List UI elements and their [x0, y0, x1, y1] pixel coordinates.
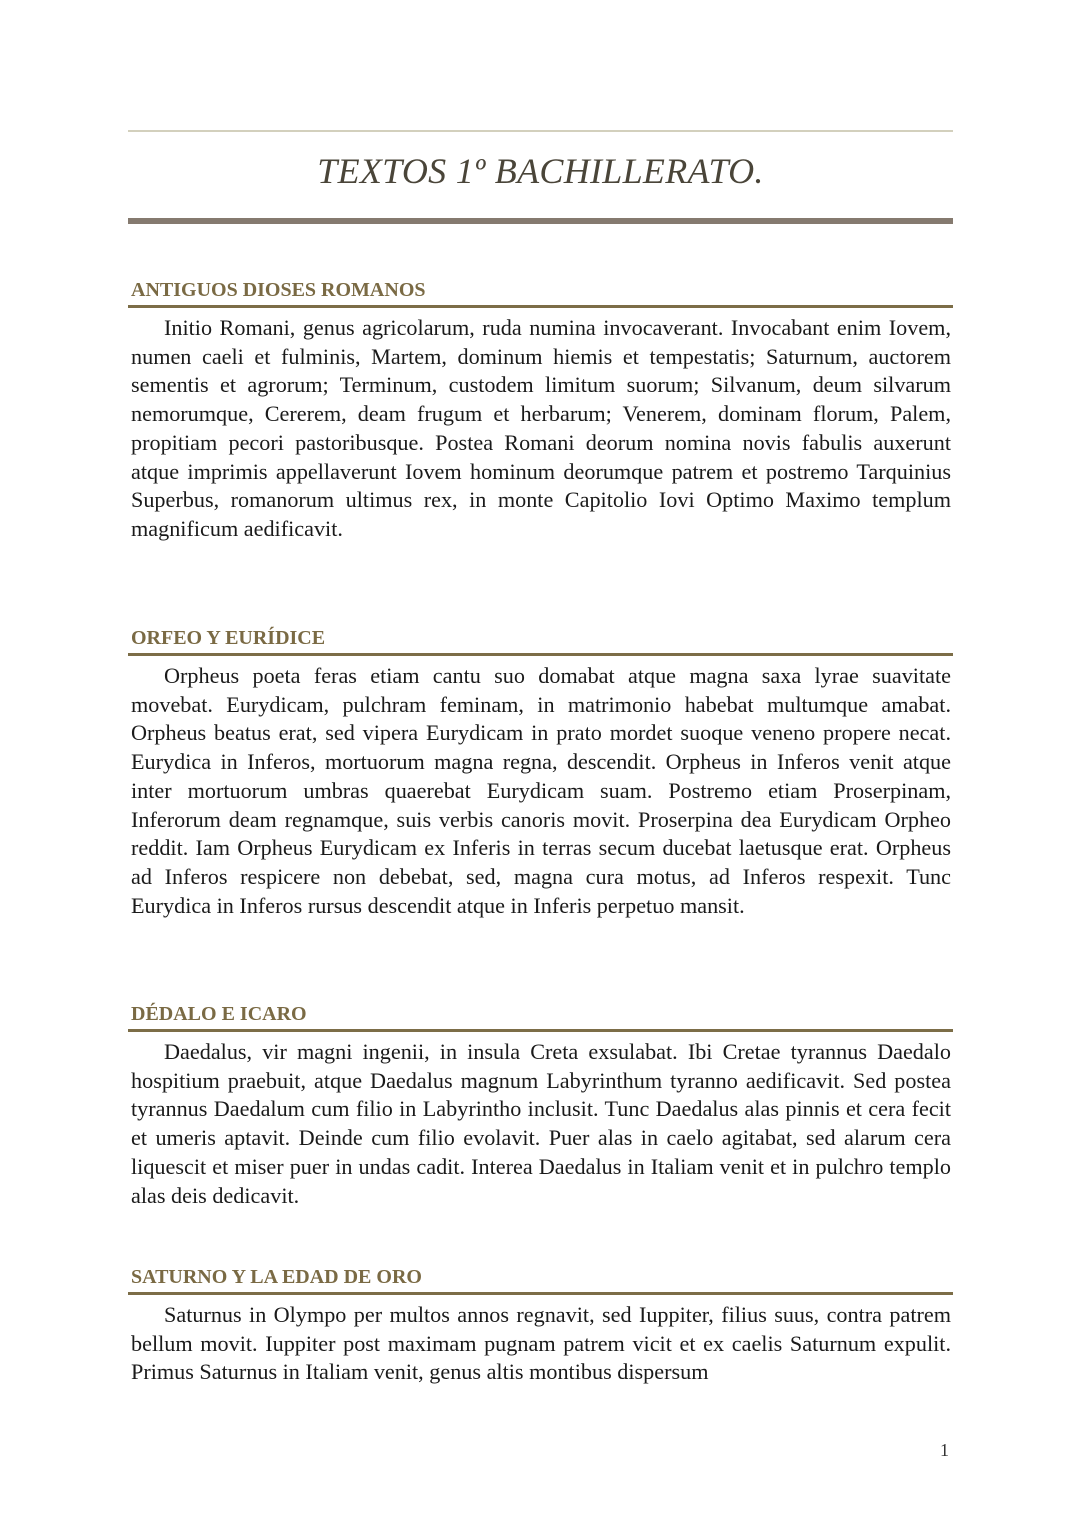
section-saturno-edad-oro [131, 1263, 951, 1387]
section-body: Daedalus, vir magni ingenii, in insula Creta exsulabat. Ibi Cretae tyrannus Daedalo hospitium praebuit, atque Daedalus magnum Labyrinthum tyranno aedificavit. Sed postea tyrannus Daedalum cum filio in Labyrintho inclusit. Tunc Daedalus alas pinnis et cera fecit et umeris aptavit. Deinde cum filio evolavit. Puer alas in caelo agitabat, sed alarum cera liquescit et miser puer in undas cadit. Interea Daedalus in Italiam venit et in pulchro templo alas deis dedicavit. [131, 1039, 951, 1208]
section-heading-text: SATURNO Y LA EDAD DE ORO [131, 1266, 422, 1288]
section-body: Saturnus in Olympo per multos annos regnavit, sed Iuppiter, filius suus, contra patrem bellum movit. Iuppiter post maximam pugnam patrem vicit et ex caelis Saturnum expulit. Primus Saturnus in Italiam venit, genus altis montibus dispersum [131, 1302, 951, 1385]
section-body: Orpheus poeta feras etiam cantu suo domabat atque magna saxa lyrae suavitate movebat. Eurydicam, pulchram feminam, in matrimonio habebat multumque amabat. Orpheus beatus erat, sed vipera Eurydicam in prato mordet suoque veneno propere necat. Eurydica in Inferos, mortuorum magna regna, descendit. Orpheus in Inferos venit atque inter mortuorum umbras quaerebat Eurydicam suam. Postremo etiam Proserpinam, Inferorum deam regnamque, suis verbis canoris movit. Proserpina dea Eurydicam Orpheo reddit. Iam Orpheus Eurydicam ex Inferis in terras secum ducebat laetusque erat. Orpheus ad Inferos respicere non debebat, sed, magna cura motus, ad Inferos respexit. Tunc Eurydica in Inferos rursus descendit atque in Inferis perpetuo mansit. [131, 663, 951, 918]
title-top-rule [128, 130, 953, 132]
section-heading [128, 276, 953, 308]
document-title: TEXTOS 1º BACHILLERATO. [317, 151, 764, 191]
section-heading-text: ORFEO Y EURÍDICE [131, 627, 326, 649]
section-heading-text: DÉDALO E ICARO [131, 1003, 307, 1025]
section-antiguos-dioses [131, 276, 951, 544]
section-dedalo-icaro [131, 1000, 951, 1210]
section-heading [128, 624, 953, 656]
section-heading [128, 1263, 953, 1295]
page-number: 1 [940, 1440, 949, 1460]
section-heading [128, 1000, 953, 1032]
section-body: Initio Romani, genus agricolarum, ruda numina invocaverant. Invocabant enim Iovem, numen caeli et fulminis, Martem, dominum hiemis et tempestatis; Saturnum, auctorem sementis et agrorum; Terminum, custodem limitum suorum; Silvanum, deum silvarum nemorumque, Cererem, deam frugum et herbarum; Venerem, dominam florum, Palem, propitiam pecori pastoribusque. Postea Romani deorum nomina novis fabulis auxerunt atque imprimis appellaverunt Iovem hominum deorumque patrem et postremo Tarquinius Superbus, romanorum ultimus rex, in monte Capitolio Iovi Optimo Maximo templum magnificum aedificavit. [131, 315, 951, 541]
section-orfeo-euridice [131, 624, 951, 920]
section-heading-text: ANTIGUOS DIOSES ROMANOS [131, 279, 426, 301]
title-bottom-rule [128, 218, 953, 224]
